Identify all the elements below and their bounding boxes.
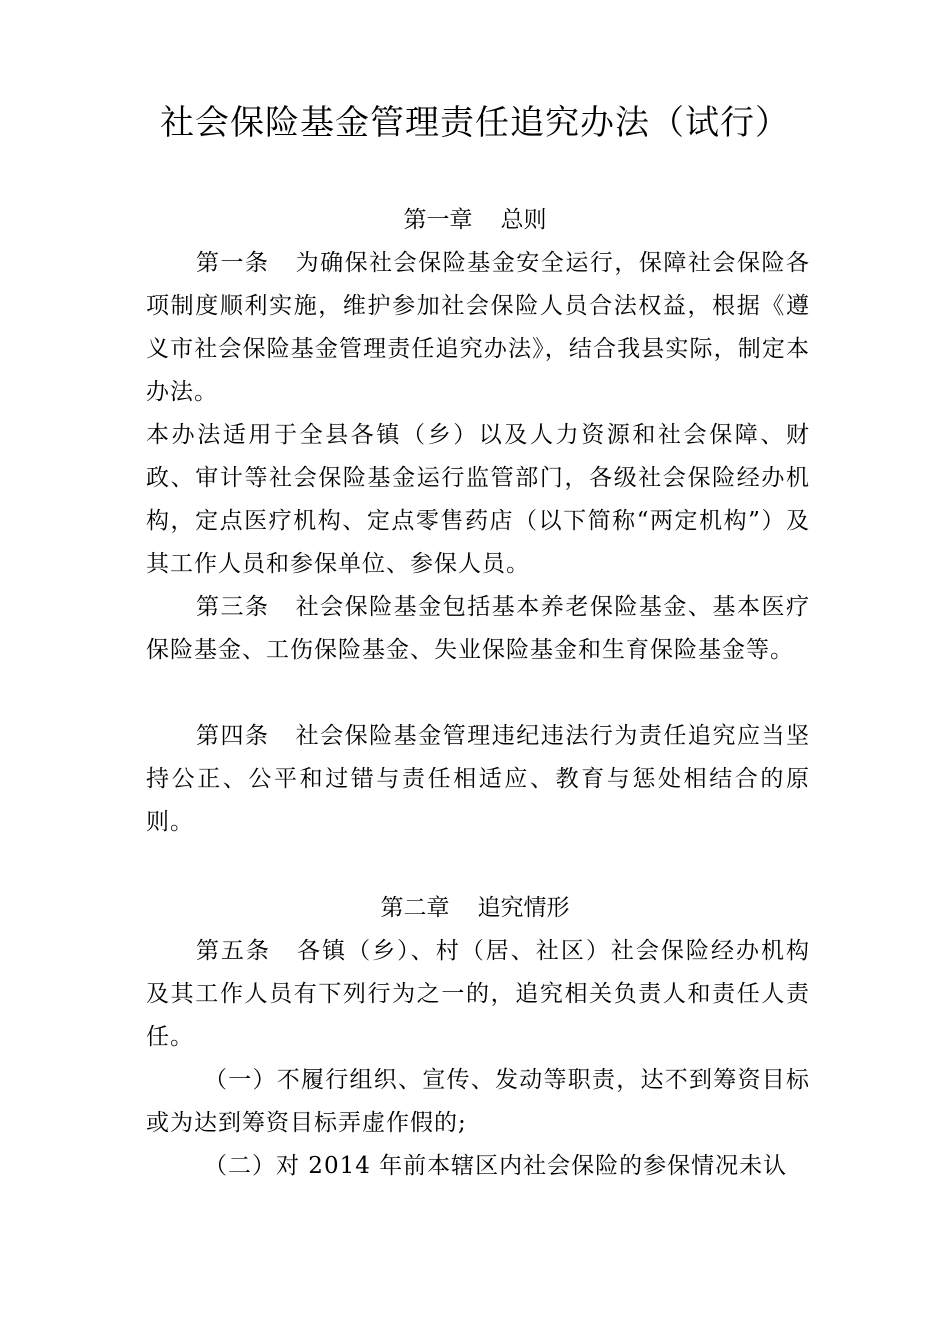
article-4 <box>146 715 810 844</box>
list-item-1-text: （一）不履行组织、宣传、发动等职责，达不到筹资目标或为达到筹资目标弄虚作假的; <box>146 1067 810 1136</box>
chapter-1-heading <box>0 200 950 240</box>
article-3-text: 社会保险基金包括基本养老保险基金、基本医疗保险基金、工伤保险基金、失业保险基金和生育保险基金等。 <box>146 594 811 663</box>
list-item-2-text: （二）对 2014 年前本辖区内社会保险的参保情况未认 <box>204 1153 788 1179</box>
article-4-text: 社会保险基金管理违纪违法行为责任追究应当坚持公正、公平和过错与责任相适应、教育与惩处相结合的原则。 <box>146 723 811 835</box>
article-1-number: 第一条 <box>196 250 270 276</box>
article-4-number: 第四条 <box>196 723 270 749</box>
chapter-1-name: 总则 <box>500 207 547 233</box>
chapter-2-number: 第二章 <box>380 895 450 921</box>
article-5-text: 各镇（乡）、村（居、社区）社会保险经办机构及其工作人员有下列行为之一的，追究相关负责人和责任人责任。 <box>146 938 811 1050</box>
list-item-1 <box>146 1059 810 1145</box>
chapter-2-heading <box>0 888 950 928</box>
chapter-2-name: 追究情形 <box>477 895 570 921</box>
list-item-2 <box>146 1145 810 1188</box>
article-3-number: 第三条 <box>196 594 270 620</box>
article-5-number: 第五条 <box>196 938 272 964</box>
chapter-1-number: 第一章 <box>403 207 473 233</box>
document-title: 社会保险基金管理责任追究办法（试行） <box>160 103 790 143</box>
article-3 <box>146 586 810 672</box>
article-5 <box>146 930 810 1059</box>
article-1-text: 为确保社会保险基金安全运行，保障社会保险各项制度顺利实施，维护参加社会保险人员合法权益，根据《遵义市社会保险基金管理责任追究办法》，结合我县实际，制定本办法。 <box>146 250 811 405</box>
article-2-text: 本办法适用于全县各镇（乡）以及人力资源和社会保障、财政、审计等社会保险基金运行监管部门，各级社会保险经办机构，定点医疗机构、定点零售药店（以下简称“两定机构”）及其工作人员和参保单位、参保人员。 <box>146 422 810 577</box>
article-1 <box>146 242 810 414</box>
article-2 <box>146 414 810 586</box>
